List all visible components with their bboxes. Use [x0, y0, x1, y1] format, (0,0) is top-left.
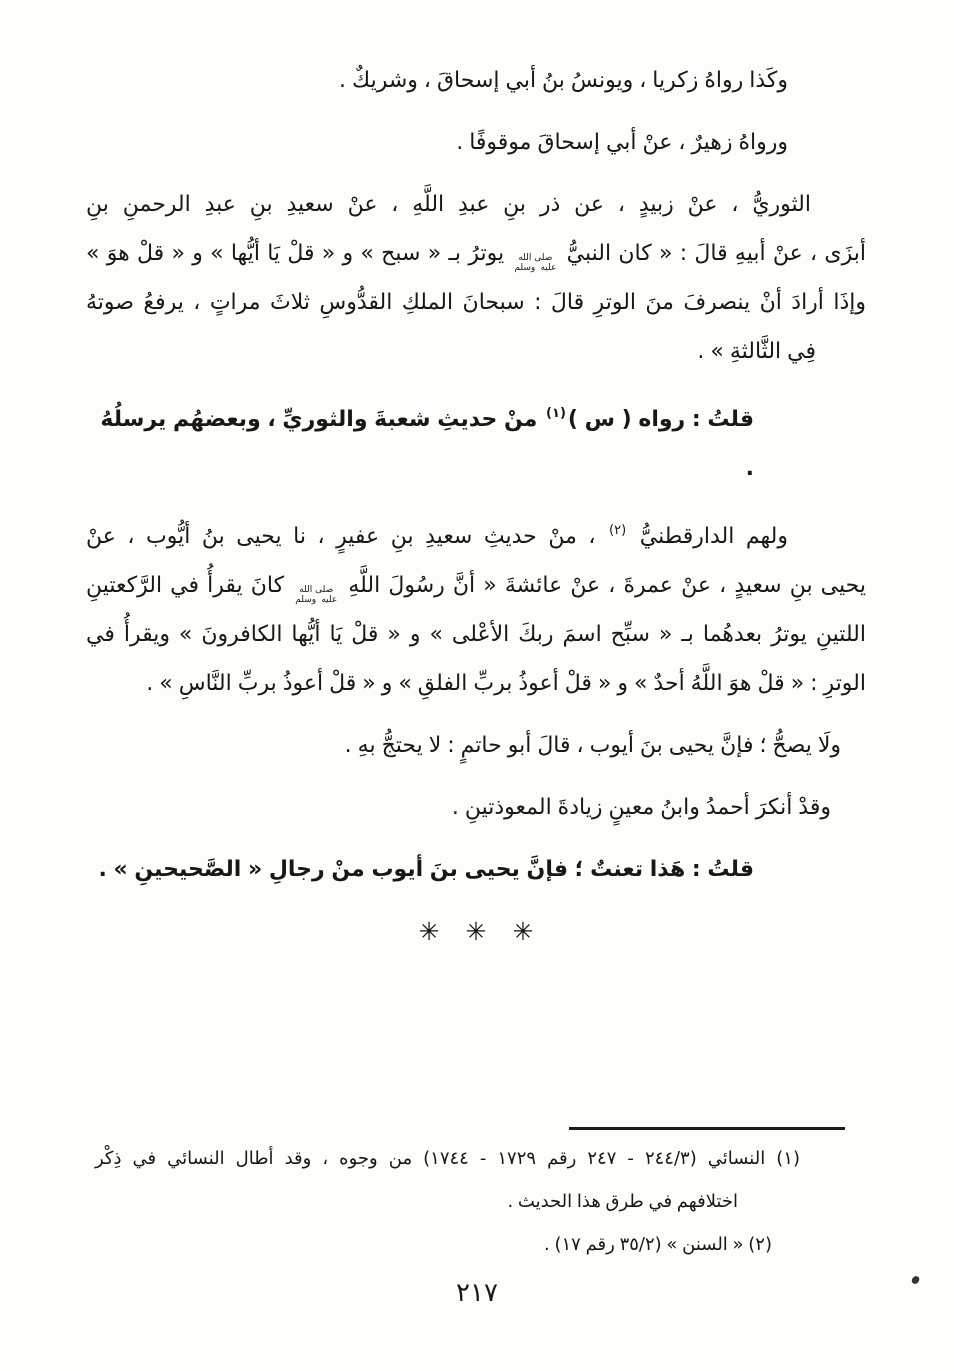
paragraph-p1 [86, 56, 866, 105]
text-line: ورواهُ زهيرٌ ، عنْ أبي إسحاقَ موقوفًا . [456, 130, 788, 155]
text-line: اللتينِ يوترُ بعدهُما بـ « سبِّح اسمَ ربكَ الأعْلى » و « قلْ يَا أيُّها الكافرونَ » ويقرأُ في [86, 622, 866, 647]
text-line: وقدْ أنكرَ أحمدُ وابنُ معينٍ زيادةَ المعوذتينِ . [451, 795, 831, 820]
text-line: الثوريُّ ، عنْ زبيدٍ ، عن ذر بنِ عبدِ اللَّهِ ، عنْ سعيدِ بنِ عبدِ الرحمنِ بنِ [86, 192, 811, 217]
honorific-sws-icon: صلى الله عليه وسلم [514, 253, 557, 273]
text-line: الوترِ : « قلْ هوَ اللَّهُ أحدٌ » و « قلْ أعوذُ بربِّ الفلقِ » و « قلْ أعوذُ بربِّ النَّاسِ » . [146, 671, 866, 696]
footnote-line: (٢) « السنن » (٣٥/٢ رقم ١٧) . [544, 1234, 772, 1255]
text-line: فِي الثَّالثةِ » . [697, 339, 816, 364]
paragraph-p4 [86, 389, 866, 493]
footnote-separator-rule [569, 1127, 845, 1130]
footnote-line: (١) النسائي (٢٤٤/٣ - ٢٤٧ رقم ١٧٢٩ - ١٧٤٤) من وجوه ، وقد أطال النسائي في ذِكْر [95, 1148, 800, 1169]
text-line: وكَذا رواهُ زكريا ، ويونسُ بنُ أبي إسحاقَ ، وشريكٌ . [339, 68, 788, 93]
paragraph-p3 [86, 180, 866, 376]
paragraph-p6 [86, 721, 866, 770]
page-number: ٢١٧ [456, 1278, 498, 1308]
text-line: ولهم الدارقطنيُّ $^{(٢)}$ ، منْ حديثِ سعيدِ بنِ عفيرٍ ، نا يحيى بنُ أيُّوب ، عنْ [86, 523, 789, 549]
text-line: قلتُ : هَذا تعنتٌ ؛ فإنَّ يحيى بنَ أيوب منْ رجالِ « الصَّحيحينِ » . [98, 857, 754, 882]
paragraph-p2 [86, 118, 866, 167]
asterisk-ornament-icon: ✳ [418, 917, 440, 946]
text-line: ولَا يصحُّ ؛ فإنَّ يحيى بنَ أيوب ، قالَ أبو حاتمٍ : لا يحتجُّ بهِ . [344, 733, 841, 758]
footnote-fn2 [95, 1223, 800, 1266]
paragraph-p8 [86, 845, 866, 894]
text-line: قلتُ : رواه ( س )$^{(١)}$ منْ حديثِ شعبةَ والثوريِّ ، وبعضهُم يرسلُهُ . [100, 406, 754, 481]
footnote-line: اختلافهم في طرق هذا الحديث . [507, 1191, 738, 1212]
text-line: أبزَى ، عنْ أبيهِ قالَ : « كان النبيُّ صلى الله عليه وسلم يوترُ بـ « سبح » و « قلْ يَا أيُّها » و « قلْ هوَ » [86, 241, 867, 273]
text-line: يحيى بنِ سعيدٍ ، عنْ عمرةَ ، عنْ عائشةَ « أنَّ رسُولَ اللَّهِ صلى الله عليه وسلم كانَ يقرأُ في الرَّكعتينِ [86, 573, 866, 605]
asterisk-ornament-icon: ✳ [465, 917, 487, 946]
footnote-fn1 [95, 1137, 800, 1223]
honorific-sws-icon: صلى الله عليه وسلم [295, 585, 338, 605]
paragraph-p5 [86, 506, 866, 708]
paragraph-p7 [86, 783, 866, 832]
asterisk-ornament-icon: ✳ [512, 917, 534, 946]
footnotes-block [95, 1137, 800, 1266]
footnote-ref: (٢) [609, 523, 627, 538]
main-text-block [86, 0, 866, 956]
text-line: وإذَا أرادَ أنْ ينصرفَ منَ الوترِ قالَ : سبحانَ الملكِ القدُّوسِ ثلاثَ مراتٍ ، يرفعُ صوتهُ [86, 290, 866, 315]
section-divider-ornament [86, 907, 866, 956]
footnote-ref: (١) [546, 406, 566, 421]
